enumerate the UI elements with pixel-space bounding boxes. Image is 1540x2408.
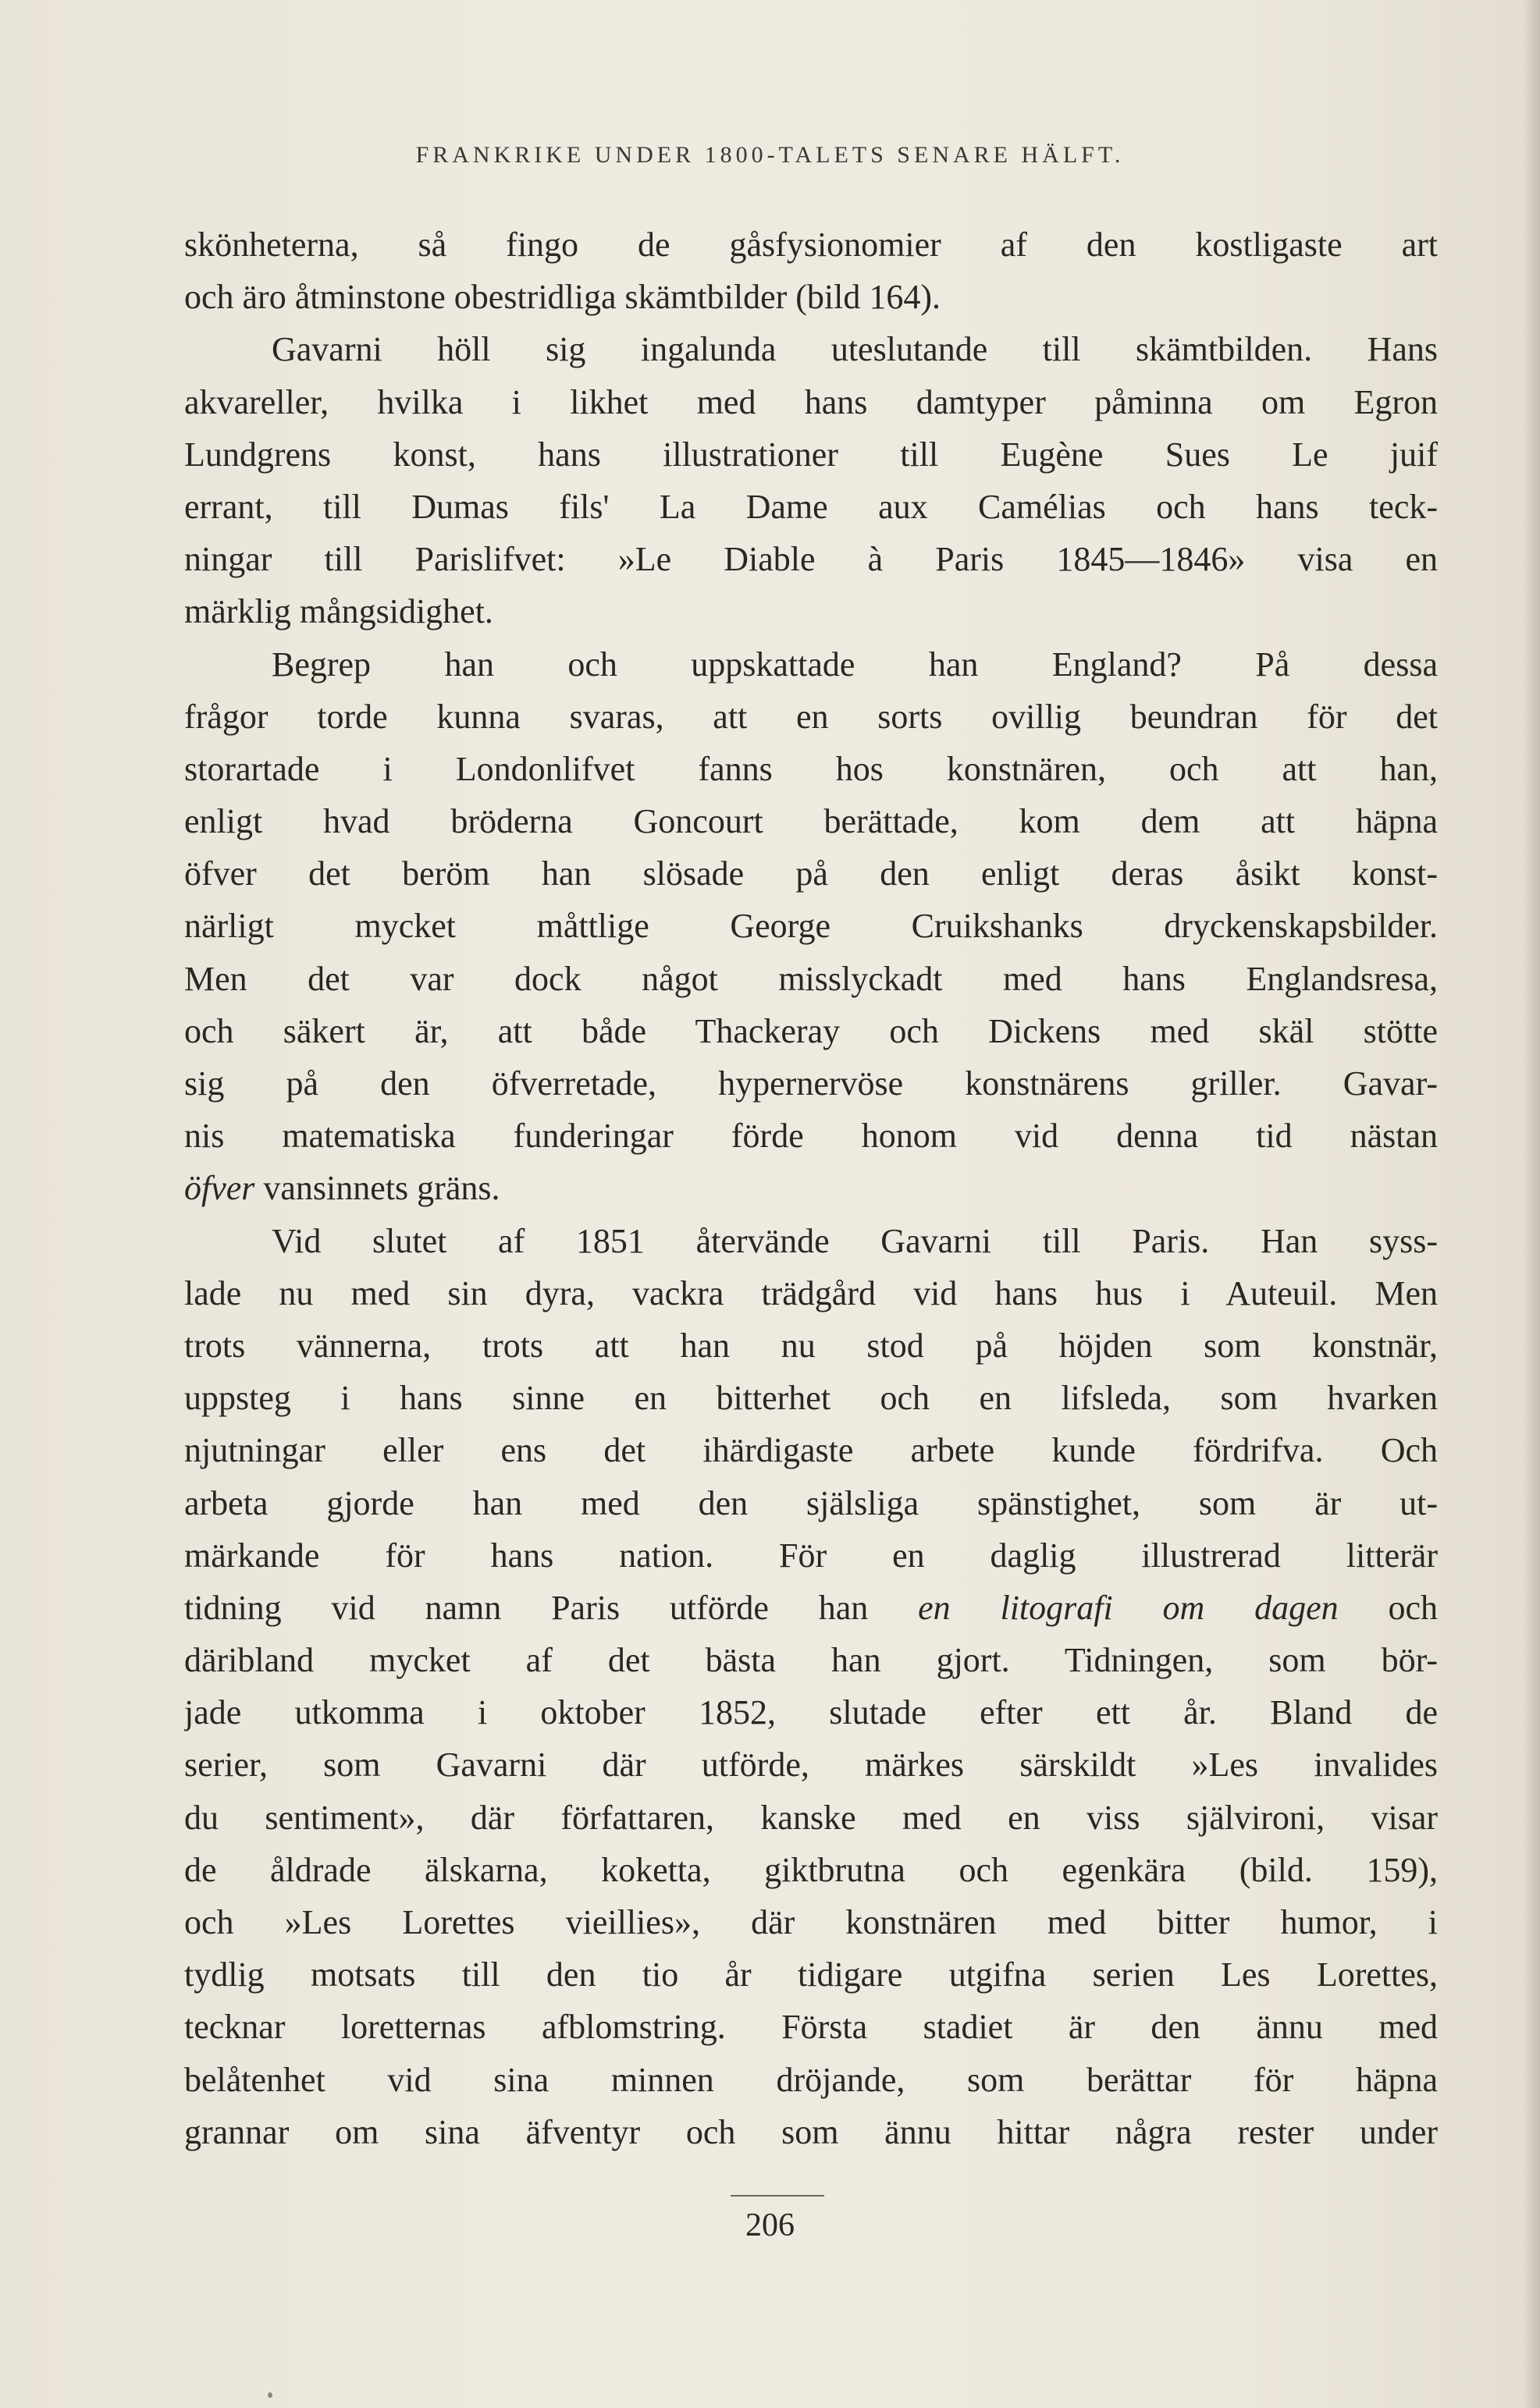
text-line (184, 428, 1438, 481)
line-text: märkande för hans nation. För en daglig illustrerad litterär (184, 1536, 1438, 1575)
line-text: du sentiment», där författaren, kanske med en viss självironi, visar (184, 1798, 1438, 1837)
line-text: nis matematiska funderingar förde honom vid denna tid nästan (184, 1117, 1438, 1156)
line-text: tecknar loretternas afblomstring. Första stadiet är den ännu med (184, 2008, 1438, 2047)
text-line (184, 1739, 1438, 1791)
line-text: Begrep han och uppskattade han England? På dessa (272, 645, 1438, 684)
line-text-after: och (1338, 1588, 1438, 1627)
line-text: de åldrade älskarna, koketta, giktbrutna och egenkära (bild. 159), (184, 1850, 1438, 1889)
line-text: serier, som Gavarni där utförde, märkes särskildt »Les invalides (184, 1746, 1438, 1785)
line-italic-text: en litografi om dagen (918, 1588, 1339, 1627)
line-text: errant, till Dumas fils' La Dame aux Camélias och hans teck- (184, 487, 1438, 526)
text-line (184, 1110, 1438, 1162)
line-text: närligt mycket måttlige George Cruikshanks dryckenskapsbilder. (184, 907, 1438, 946)
text-line (184, 1372, 1438, 1424)
text-line (184, 1162, 1438, 1214)
line-text: skönheterna, så fingo de gåsfysionomier af den kostligaste art (184, 226, 1438, 264)
text-line (184, 1005, 1438, 1057)
line-text: lade nu med sin dyra, vackra trädgård vid hans hus i Auteuil. Men (184, 1273, 1438, 1312)
text-line (184, 1267, 1438, 1319)
running-head: FRANKRIKE UNDER 1800-TALETS SENARE HÄLFT. (415, 142, 1125, 168)
line-italic-text: öfver (184, 1169, 255, 1208)
line-text: Men det var dock något misslyckadt med hans Englandsresa, (184, 959, 1438, 998)
text-line (184, 795, 1438, 847)
line-text: arbeta gjorde han med den själsliga spänstighet, som är ut- (184, 1483, 1438, 1522)
text-line (184, 2001, 1438, 2053)
line-text: njutningar eller ens det ihärdigaste arbete kunde fördrifva. Och (184, 1431, 1438, 1470)
text-line (184, 1634, 1438, 1686)
line-text: uppsteg i hans sinne en bitterhet och en lifsleda, som hvarken (184, 1379, 1438, 1418)
line-text: Lundgrens konst, hans illustrationer till Eugène Sues Le juif (184, 435, 1438, 474)
text-line (184, 691, 1438, 743)
line-text: trots vännerna, trots att han nu stod på höjden som konstnär, (184, 1326, 1438, 1365)
text-line (184, 376, 1438, 428)
line-text: enligt hvad bröderna Goncourt berättade, kom dem att häpna (184, 802, 1438, 841)
line-text: grannar om sina äfventyr och som ännu hittar några rester under (184, 2112, 1438, 2151)
line-text: Gavarni höll sig ingalunda uteslutande till skämtbilden. Hans (272, 330, 1438, 369)
text-line (184, 847, 1438, 900)
line-text: märklig mångsidighet. (184, 592, 493, 631)
line-text: belåtenhet vid sina minnen dröjande, som berättar för häpna (184, 2060, 1438, 2099)
line-text: däribland mycket af det bästa han gjort. Tidningen, som bör- (184, 1641, 1438, 1680)
text-line (184, 533, 1438, 585)
line-text: och äro åtminstone obestridliga skämtbilder (bild 164). (184, 278, 941, 317)
text-line (184, 743, 1438, 795)
text-line (184, 2054, 1438, 2106)
page-edge-shadow (1523, 0, 1540, 2408)
line-text: ningar till Parislifvet: »Le Diable à Paris 1845—1846» visa en (184, 540, 1438, 579)
text-line (184, 218, 1438, 271)
line-text: öfver det beröm han slösade på den enligt deras åsikt konst- (184, 854, 1438, 893)
text-line (184, 1896, 1438, 1948)
text-line (184, 953, 1438, 1005)
line-text: tydlig motsats till den tio år tidigare utgifna serien Les Lorettes, (184, 1955, 1438, 1994)
text-line (184, 638, 1438, 691)
text-line (184, 271, 1438, 323)
page-number: 206 (745, 2207, 795, 2243)
line-text: jade utkomma i oktober 1852, slutade efter ett år. Bland de (184, 1693, 1438, 1732)
text-line (184, 323, 1438, 375)
line-text: tidning vid namn Paris utförde han (184, 1588, 919, 1627)
text-line (184, 1792, 1438, 1844)
text-line (184, 481, 1438, 533)
text-line (184, 1424, 1438, 1476)
text-line (184, 1948, 1438, 2001)
footer-rule (731, 2195, 824, 2197)
text-line (184, 2106, 1438, 2158)
body-text (184, 218, 1438, 2158)
text-line (184, 585, 1438, 638)
text-line (184, 1686, 1438, 1739)
text-line (184, 1844, 1438, 1896)
line-text: sig på den öfverretade, hypernervöse konstnärens griller. Gavar- (184, 1064, 1438, 1103)
text-line (184, 1215, 1438, 1267)
text-line (184, 1319, 1438, 1372)
line-text: akvareller, hvilka i likhet med hans damtyper påminna om Egron (184, 382, 1438, 421)
line-text: och »Les Lorettes vieillies», där konstnären med bitter humor, i (184, 1903, 1438, 1941)
text-line (184, 1057, 1438, 1110)
line-text: frågor torde kunna svaras, att en sorts ovillig beundran för det (184, 697, 1438, 736)
text-line (184, 1477, 1438, 1529)
line-text: och säkert är, att både Thackeray och Dickens med skäl stötte (184, 1011, 1438, 1050)
line-text-after: vansinnets gräns. (254, 1169, 500, 1208)
text-line (184, 1582, 1438, 1634)
line-text: storartade i Londonlifvet fanns hos konstnären, och att han, (184, 749, 1438, 788)
paper-speck (268, 2392, 272, 2398)
text-line (184, 900, 1438, 952)
line-text: Vid slutet af 1851 återvände Gavarni till Paris. Han syss- (272, 1221, 1438, 1260)
text-line (184, 1529, 1438, 1582)
